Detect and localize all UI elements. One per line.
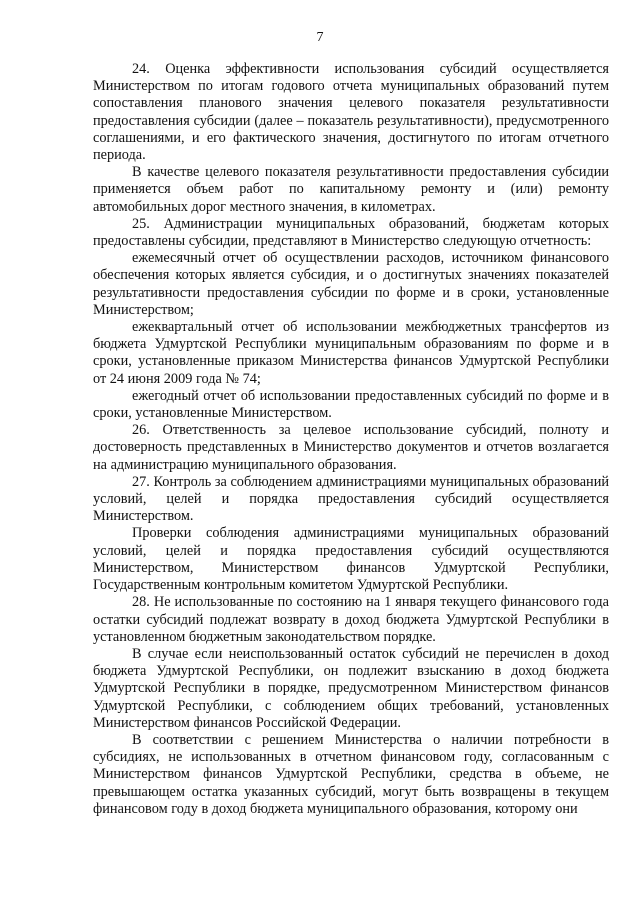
paragraph-inspections: Проверки соблюдения администрациями муниципальных образований условий, целей и порядка предоставления субсидий осуществляются Министерством, Министерством финансов Удмуртской Республики, Государственным контрольным комитетом Удмуртской Республики. <box>93 525 609 594</box>
paragraph-27: 27. Контроль за соблюдением администрациями муниципальных образований условий, целей и порядка предоставления субсидий осуществляется Министерством. <box>93 473 609 525</box>
page-number: 7 <box>316 30 324 45</box>
paragraph-26: 26. Ответственность за целевое использование субсидий, полноту и достоверность представленных в Министерство документов и отчетов возлагается на администрацию муниципального образования. <box>93 422 609 473</box>
document-body <box>93 61 609 818</box>
paragraph-24: 24. Оценка эффективности использования субсидий осуществляется Министерством по итогам годового отчета муниципальных образований путем сопоставления планового значения целевого показателя результативности предоставления субсидии (далее – показатель результативности), предусмотренного соглашениями, и его фактического значения, достигнутого по итогам отчетного периода. <box>93 61 609 164</box>
paragraph-monthly-report: ежемесячный отчет об осуществлении расходов, источником финансового обеспечения которых является субсидия, и о достигнутых значениях показателей результативности предоставления субсидии по форме и в сроки, установленные Министерством; <box>93 250 609 318</box>
paragraph-28: 28. Не использованные по состоянию на 1 января текущего финансового года остатки субсидий подлежат возврату в доход бюджета Удмуртской Республики в установленном бюджетным законодательством порядке. <box>93 594 609 645</box>
paragraph-annual-report: ежегодный отчет об использовании предоставленных субсидий по форме и в сроки, установленные Министерством. <box>93 387 609 422</box>
paragraph-return: В соответствии с решением Министерства о наличии потребности в субсидиях, не использованных в отчетном финансовом году, согласованным с Министерством финансов Удмуртской Республики, средства в объеме, не превышающем остатка указанных субсидий, могут быть возвращены в текущем финансовом году в доход бюджета муниципального образования, которому они <box>93 731 609 817</box>
paragraph-indicator: В качестве целевого показателя результативности предоставления субсидии применяется объем работ по капитальному ремонту и (или) ремонту автомобильных дорог местного значения, в километрах. <box>93 164 609 215</box>
paragraph-recovery: В случае если неиспользованный остаток субсидий не перечислен в доход бюджета Удмуртской Республики, он подлежит взысканию в доход бюджета Удмуртской Республики в порядке, предусмотренном Министерством финансов Удмуртской Республики, с соблюдением общих требований, установленных Министерством финансов Российской Федерации. <box>93 645 609 731</box>
paragraph-quarterly-report: ежеквартальный отчет об использовании межбюджетных трансфертов из бюджета Удмуртской Республики муниципальным образованиям по форме и в сроки, установленные приказом Министерства финансов Удмуртской Республики от 24 июня 2009 года № 74; <box>93 319 609 387</box>
paragraph-25: 25. Администрации муниципальных образований, бюджетам которых предоставлены субсидии, представляют в Министерство следующую отчетность: <box>93 215 609 250</box>
